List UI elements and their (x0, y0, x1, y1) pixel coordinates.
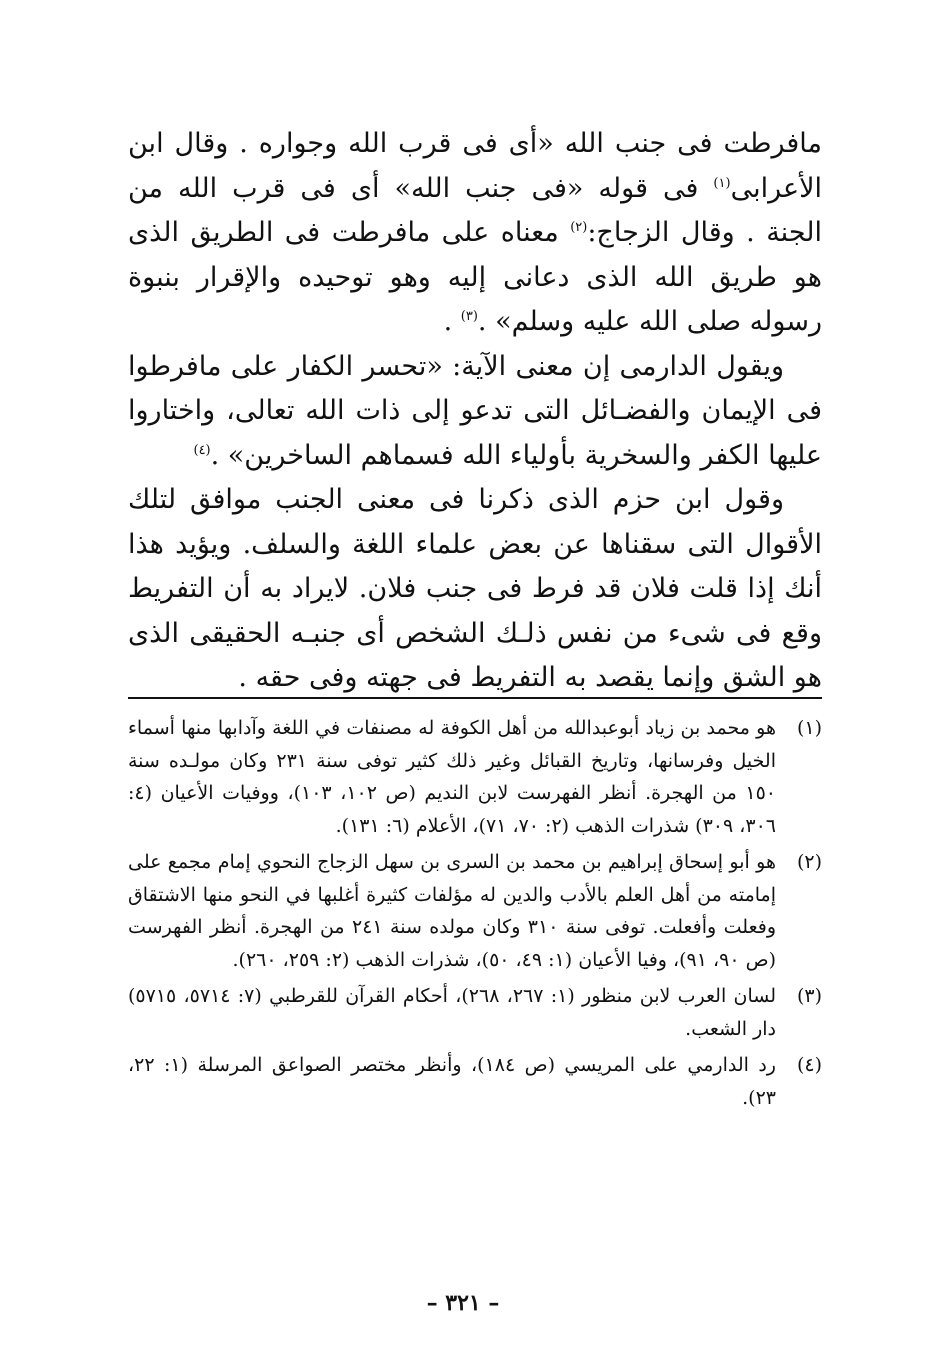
footnote-text: لسان العرب لابن منظور (١: ٢٦٧، ٢٦٨)، أحكام القرآن للقرطبي (٧: ٥٧١٤، ٥٧١٥) دار الشعب. (128, 985, 777, 1040)
footnote-text: هو أبو إسحاق إبراهيم بن محمد بن السرى بن سهل الزجاج النحوي إمام مجمع على إمامته من أهل العلم بالأدب والدين له مؤلفات كثيرة أغلبها في النحو منها الاشتقاق وفعلت وأفعلت. توفى سنة ٣١٠ وكان مولده سنة ٢٤١ من الهجرة. أنظر الفهرست (ص ٩٠، ٩١)، وفيا الأعيان (١: ٤٩، ٥٠)، شذرات الذهب (٢: ٢٥٩، ٢٦٠). (128, 851, 776, 971)
paragraph-1-text: مافرطت فى جنب الله «أى فى قرب الله وجواره . وقال ابن الأعرابى (128, 128, 822, 204)
paragraph-1-text-cont2: معناه على مافرطت فى الطريق الذى هو طريق الله الذى دعانى إليه وهو توحيده والإقرار بنبوة رسوله صلى الله عليه وسلم» . (128, 217, 822, 337)
paragraph-3-text: وقول ابن حزم الذى ذكرنا فى معنى الجنب موافق لتلك الأقوال التى سقناها عن بعض علماء اللغة والسلف. ويؤيد هذا أنك إذا قلت فلان قد فرط فى جنب فلان. لايراد به أن التفريط وقع فى شىء من نفس ذلـك الشخص أى جنبـه الحقيقى الذى هو الشق وإنما يقصد به التفريط فى جهته وفى حقه . (128, 484, 822, 693)
paragraph-1-text-end: . (443, 306, 461, 337)
footnote-number: (٣) (796, 985, 822, 1007)
page-number: – ٣٢١ – (426, 1290, 500, 1316)
footnote-ref-1: (١) (713, 175, 731, 191)
footnote-divider (128, 697, 822, 699)
footnote-number: (١) (796, 717, 822, 739)
footnotes-section (128, 712, 822, 1118)
paragraph-2 (128, 345, 822, 479)
footnote-1 (128, 712, 822, 842)
main-text-block (128, 122, 822, 701)
footnote-2 (128, 846, 822, 976)
footnote-number: (٤) (796, 1054, 822, 1076)
paragraph-3 (128, 478, 822, 701)
footnote-text: رد الدارمي على المريسي (ص ١٨٤)، وأنظر مختصر الصواعق المرسلة (١: ٢٢، ٢٣). (128, 1054, 776, 1109)
footnote-4 (128, 1049, 822, 1114)
footnote-ref-3: (٣) (460, 309, 478, 324)
footnote-text: هو محمد بن زياد أبوعبدالله من أهل الكوفة له مصنفات في اللغة وآدابها منها أسماء الخيل وفرسانها، وتاريخ القبائل وغير ذلك كثير توفى سنة ٢٣١ وكان مولـده سنة ١٥٠ من الهجرة. أنظر الفهرست لابن النديم (ص ١٠٢، ١٠٣)، ووفيات الأعيان (٤: ٣٠٦، ٣٠٩) شذرات الذهب (٢: ٧٠، ٧١)، الأعلام (٦: ١٣١). (128, 717, 776, 837)
footnote-ref-4: (٤) (193, 442, 211, 458)
footnote-ref-2: (٢) (570, 220, 588, 235)
paragraph-2-text: ويقول الدارمى إن معنى الآية: «تحسر الكفار على مافرطوا فى الإيمان والفضـائل التى تدعو إلى ذات الله تعالى، واختاروا عليها الكفر والسخرية بأولياء الله فسماهم الساخرين» . (128, 350, 822, 471)
footnote-number: (٢) (796, 851, 822, 873)
paragraph-1-text-cont: فى قوله «فى جنب الله» أى فى قرب الله من الجنة . وقال الزجاج: (128, 172, 822, 248)
footnote-3 (128, 980, 822, 1045)
paragraph-1 (128, 122, 822, 345)
